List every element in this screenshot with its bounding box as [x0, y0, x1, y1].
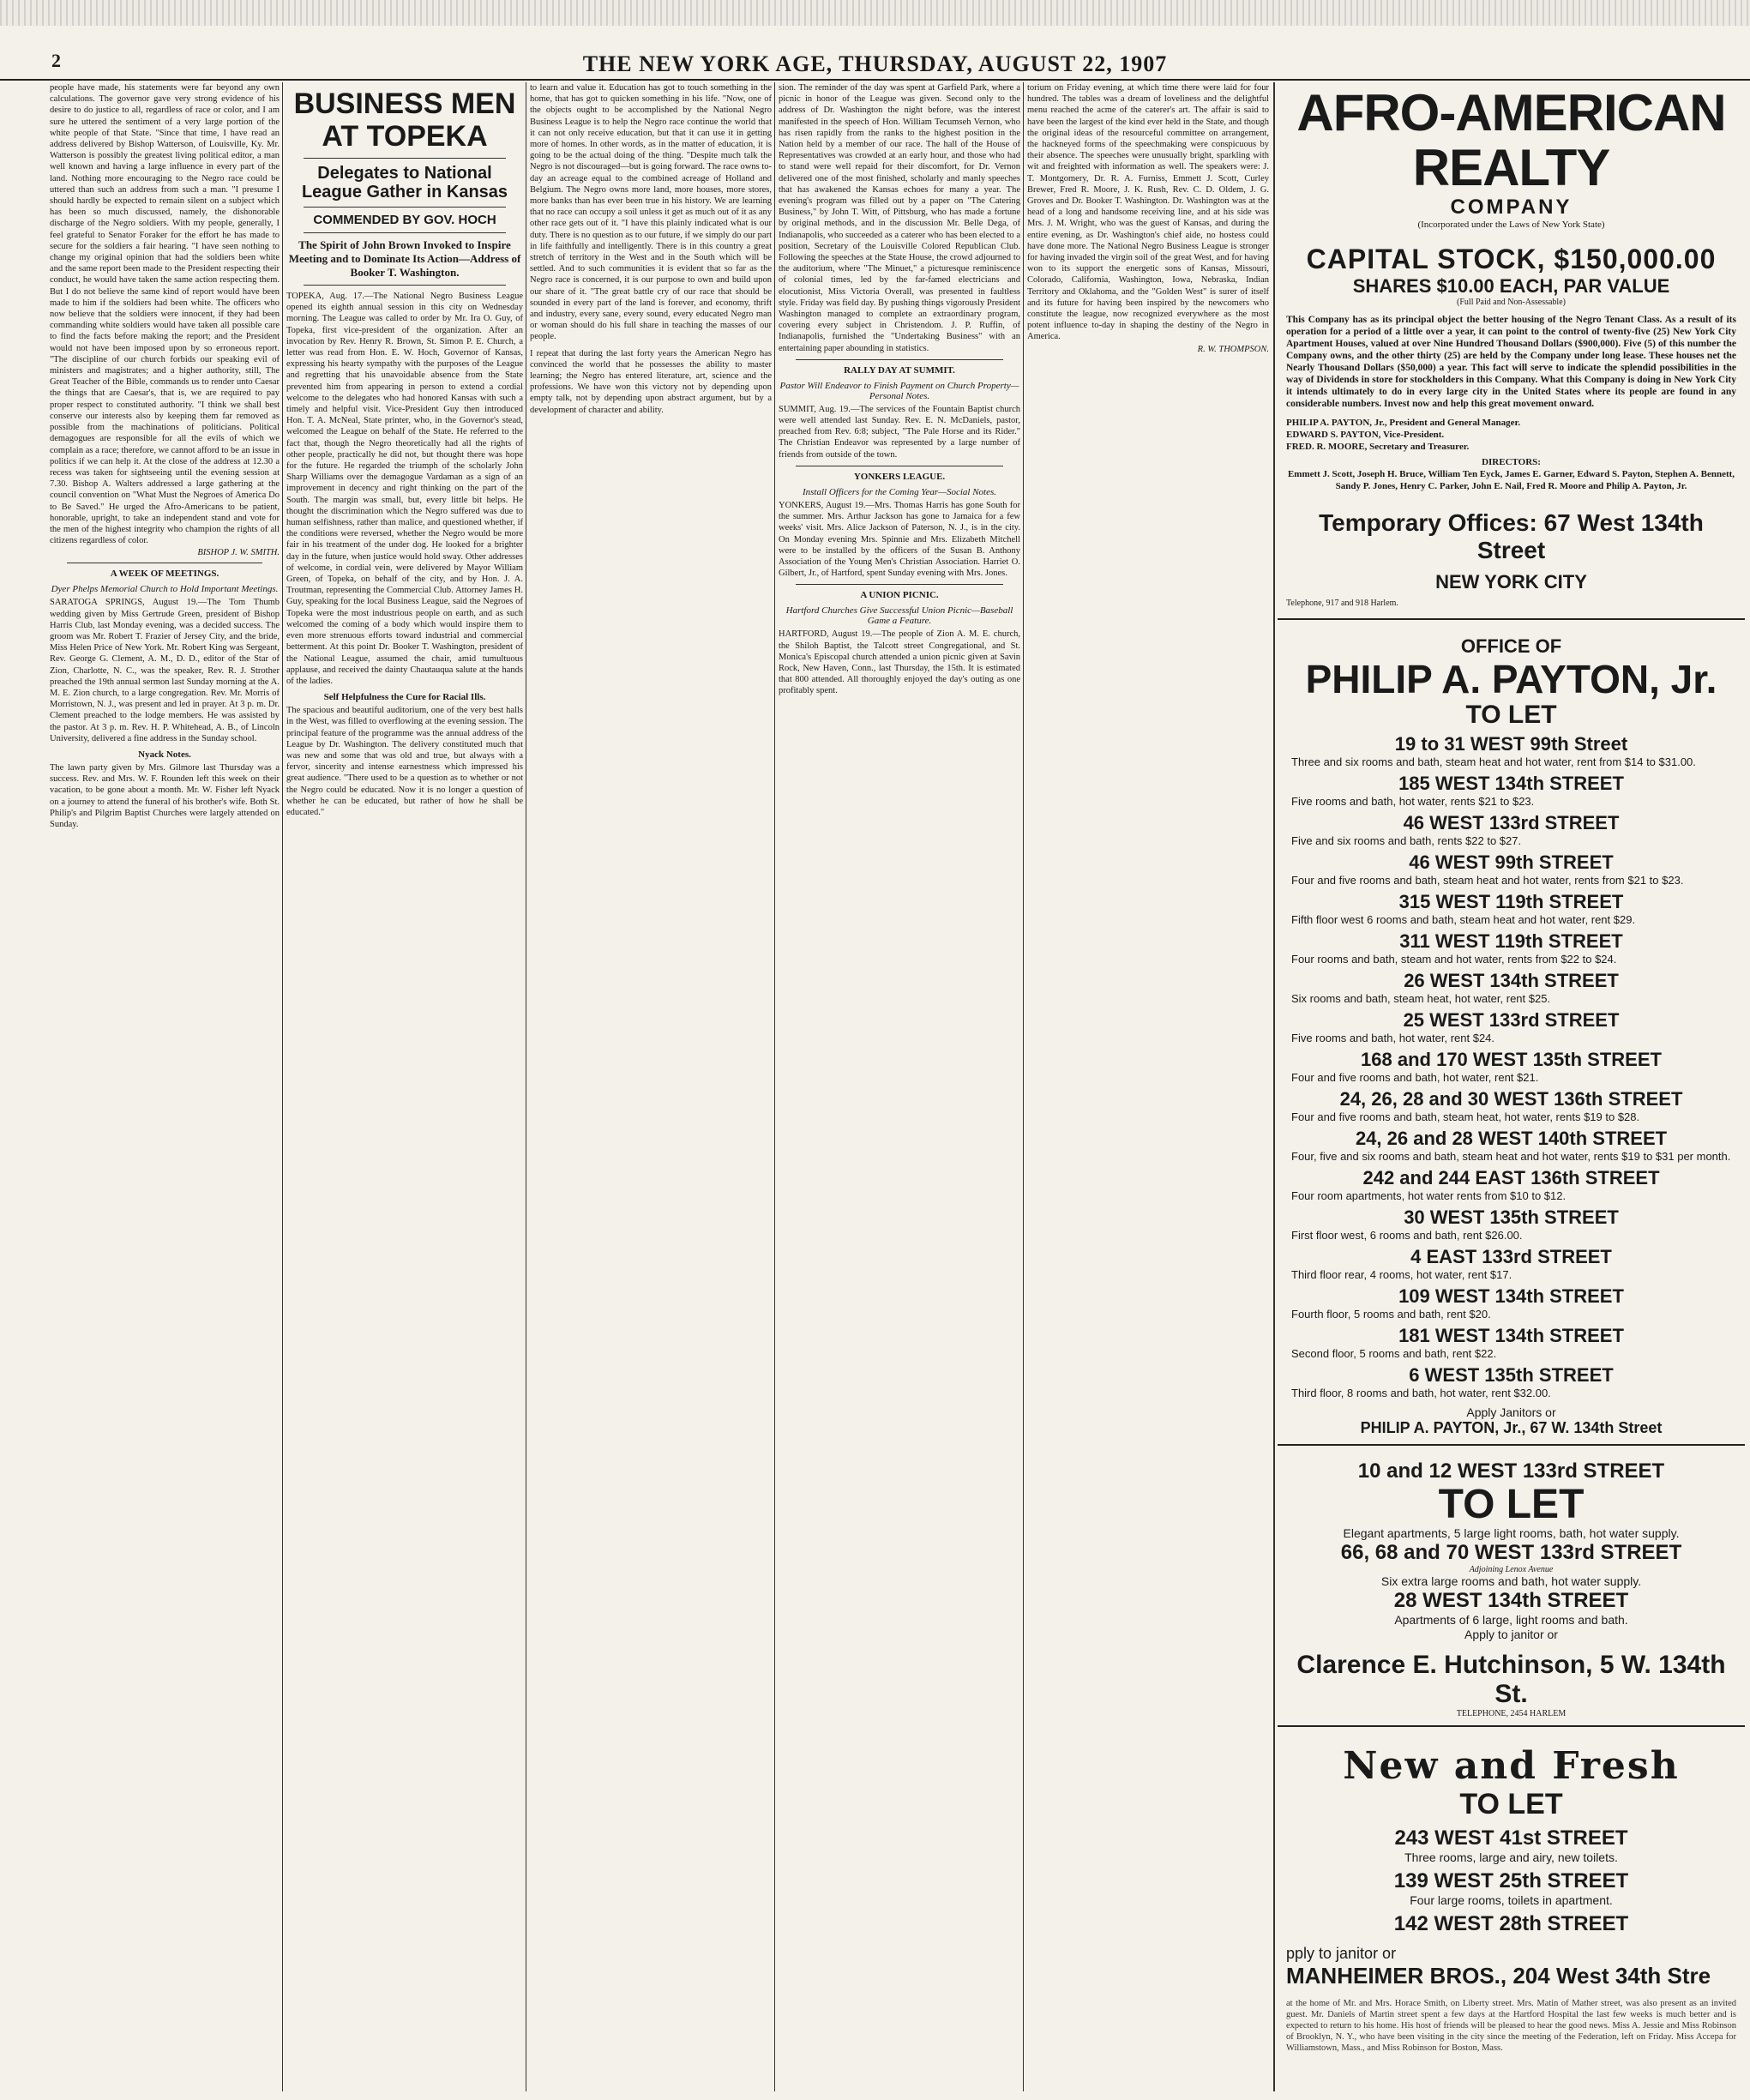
listing	[1286, 1167, 1736, 1203]
apply-text: Apply to janitor or	[1464, 1628, 1558, 1641]
apply-text: Apply Janitors or	[1466, 1405, 1556, 1419]
to-let: TO LET	[1465, 701, 1557, 729]
listing-desc: Three and six rooms and bath, steam heat and hot water, rent from $14 to $31.00.	[1291, 755, 1696, 768]
listing	[1286, 773, 1736, 809]
listing	[1286, 1325, 1736, 1361]
article-text: HARTFORD, August 19.—The people of Zion A. M. E. church, the Shiloh Baptist, the Talcott street Congregational, and St. Monica's Episcopal church attended a union picnic given at Savin Rock, New Haven, Conn., last Thursday, the 15th. It is estimated that 800 attended. All thoroughly enjoyed the day's outing as one profitably spent.	[779, 629, 1020, 696]
listing-desc: Four and five rooms and bath, steam heat, hot water, rents $19 to $28.	[1291, 1110, 1640, 1123]
address: 66, 68 and 70 WEST 133rd STREET	[1340, 1541, 1682, 1564]
listing	[1286, 1049, 1736, 1085]
listing	[1286, 930, 1736, 966]
divider	[796, 359, 1003, 360]
listing-address: 19 to 31 WEST 99th Street	[1394, 733, 1628, 755]
column-1	[50, 82, 280, 2091]
directors-label: DIRECTORS:	[1482, 457, 1541, 467]
ad-title: New and Fresh	[1343, 1744, 1680, 1788]
divider	[304, 207, 506, 208]
listing-desc: Four, five and six rooms and bath, steam heat and hot water, rents $19 to $31 per month.	[1291, 1150, 1731, 1163]
article-text: sion. The reminder of the day was spent at Garfield Park, where a picnic in honor of the League was given. Second only to the address of Dr. Washington the night before, was the interest manifested in the speech of Hon. William Tecumseh Vernon, who has risen rapidly from the ranks to the highest position in the Nation held by a member of our race. The hall of the House of Representatives was crowded at an early hour, and those who had to stand were well repaid for their discomfort, for Dr. Vernon delivered one of the most finished, scholarly and manly speeches that has awakened the Kansas echoes for many a year. The evening's program was filled out by a paper on "The Catering Business," by John T. Witt, of Pittsburg, who has made a fortune by original methods, and in the discussion Mr. Belle Dega, of Indianapolis, who succeeded as a caterer who has been elected to a position, Secretary of the Louisville Colored Republican Club. Following the speeches at the State House, the crowd adjourned to the auditorium, where "The Minuet," a picturesque reminiscence of colonial times, led by the far-famed electricians and elocutionist, Miss Victoria Overall, was presented in faultless style. Friday was field day. By pushing things vigorously President Washington managed to complete an extraordinary program, covering every subject in Christendom. J. P. Ruffin, of Indianapolis, furnished the "Undertaking Business" with an entertaining paper abounding in statistics.	[779, 83, 1020, 353]
listing-desc: Fourth floor, 5 rooms and bath, rent $20.	[1291, 1308, 1491, 1321]
apply-text: pply to janitor or	[1286, 1945, 1397, 1962]
listing-desc: First floor west, 6 rooms and bath, rent $26.00.	[1291, 1229, 1523, 1242]
section-title: A WEEK OF MEETINGS.	[110, 569, 220, 580]
listing-address: 311 WEST 119th STREET	[1399, 930, 1623, 952]
listing-address: 24, 26, 28 and 30 WEST 136th STREET	[1339, 1088, 1683, 1110]
section-subtitle: Install Officers for the Coming Year—Social Notes.	[802, 486, 996, 497]
manheimer-ad	[1278, 1727, 1745, 2061]
listing	[1286, 733, 1736, 769]
divider	[796, 584, 1003, 585]
listing-desc: Six extra large rooms and bath, hot water supply.	[1380, 1574, 1642, 1588]
listing-desc: Second floor, 5 rooms and bath, rent $22.	[1291, 1347, 1497, 1360]
listings	[1286, 733, 1736, 1400]
article-text: The spacious and beautiful auditorium, one of the very best halls in the West, was filled to overflowing at the evening session. The principal feature of the programme was the annual address of the League by Dr. Washington. The delivery constituted much that was new and some that was old and true, but always with a fervor, sincerity and intense earnestness which impressed his great audience. "There used to be a question as to whether or not the Negro could be educated. Now it is no longer a question of whether he can be educated, but rather of how he shall be educated."	[286, 706, 523, 817]
column-rule	[282, 82, 283, 2091]
payton-to-let-ad	[1278, 620, 1745, 1446]
listing-address: 243 WEST 41st STREET	[1394, 1826, 1628, 1850]
listing-desc: Four and five rooms and bath, hot water, rent $21.	[1291, 1071, 1539, 1084]
telephone: TELEPHONE, 2454 HARLEM	[1456, 1709, 1567, 1718]
officer: PHILIP A. PAYTON, Jr., President and General Manager.	[1286, 418, 1521, 428]
listing	[1286, 1206, 1736, 1243]
article-text: SUMMIT, Aug. 19.—The services of the Fountain Baptist church were well attended last Sunday. Rev. E. N. McDaniels, pastor, preached from Rev. 6:8; subject, "The Pale Horse and its Rider." The Christian Endeavor was represented by a large number of friends from outside of the town.	[779, 404, 1020, 460]
directors-list: Emmett J. Scott, Joseph H. Bruce, William Ten Eyck, James E. Garner, Edward S. Payton, Stephen A. Bennett, Sandy P. Jones, Henry C. Parker, John E. Nail, Fred R. Moore and Philip A. Payton, Jr.	[1287, 469, 1735, 491]
divider	[304, 158, 506, 159]
afro-american-realty-ad	[1278, 82, 1745, 620]
article-text: at the home of Mr. and Mrs. Horace Smith, on Liberty street. Mrs. Matin of Mather street, was also present as an invited guest. Mr. Daniels of Martin street spent a few days at the Hartford Hospital the last few weeks is much better and is expected to return to his home. His host of friends will be pleased to hear the good news. Miss A. Jessie and Miss Robinson of Brooklyn, N. Y., who have been visiting in the city since the meeting of the Federation, left on Friday. Miss Accepa for Williamstown, Mass., and Miss Robinson for Boston, Mass.	[1286, 1999, 1736, 2053]
divider	[304, 285, 506, 286]
listing	[1286, 1088, 1736, 1124]
listing	[1286, 851, 1736, 888]
article-text: SARATOGA SPRINGS, August 19.—The Tom Thumb wedding given by Miss Gertrude Green, president of Bishop Harris Club, last Monday evening, was a decided success. The groom was Mr. Robert T. Frazier of Jersey City, and the bride, Miss Helen Price of New York. Mr. Robert King was Sergeant, Rev. George G. Clement, A. M., D. D., editor of the Star of Zion, Charlotte, N. C., was the speaker, Rev. R. J. Strother preached the 19th annual sermon last Sunday morning at the A. M. E. Zion church, to a large congregation. Rev. Mr. Morris of Morristown, N. J., was present and led in prayer. At 3 p. m. Dr. Clement preached to the lodge members. He was assisted by the pastor. At 3 p. m. Rev. H. P. Whitehead, A. B., of Lincoln University, delivered a fine address in the Sunday school.	[50, 598, 280, 743]
listing-desc: Third floor, 8 rooms and bath, hot water, rent $32.00.	[1291, 1387, 1551, 1399]
masthead	[0, 0, 1750, 81]
listing-desc: Six rooms and bath, steam heat, hot water, rent $25.	[1291, 992, 1551, 1005]
listing	[1286, 1246, 1736, 1282]
article-text: TOPEKA, Aug. 17.—The National Negro Business League opened its eighth annual session in this city on Wednesday morning. The League was called to order by Mr. Ira O. Guy, of Topeka, first vice-president of the organization. After an invocation by Rev. Henry R. Brown, St. Simon P. E. Church, a letter was read from Hon. E. W. Hoch, Governor of Kansas, expressing his hearty sympathy with the purposes of the League and regretting that his unavoidable absence from the State prevented him from appearing in person to extend a cordial welcome to the delegates who had honored Kansas with such a timely and helpful visit. Vice-President Guy then introduced Hon. T. A. McNeal, State printer, who, in the Governor's stead, welcomed the League on behalf of the State. He referred to the fact that, though the Negro theoretically had all the rights of other people, practically he did not, but thought there was hope for the future. He regarded the triumph of the scholarly John Sharp Williams over the demagogue Vardaman as a sign of an improvement in decency and right thinking on the part of the South. The margin was small, but, every little bit helps. He thought the discrimination which the Negro suffered was due to human selfishness, rather than malice, and questioned whether, if the conditions were reversed, whether the Negro would be more fair in his treatment of the under dog. He looked for a brighter day in the future, when justice would hold sway. Other addresses of welcome, in cordial vein, were delivered by Mayor William Green, of Topeka, on behalf of the city, and by Hon. J. A. Troutman, representing the Commercial Club. Attorney James H. Guy, speaking for the local Business League, said the Negroes of Topeka were the most industrious people on earth, and as such welcomed the coming of a body which would inspire them to even more strenuous efforts toward industrial and commercial betterment. At this point Dr. Booker T. Washington, president of the National League, assumed the chair, amid tumultuous applause, and received the dainty Chautauqua salute at the hands of the ladies.	[286, 292, 523, 686]
page-number: 2	[51, 50, 61, 71]
hutchinson-ad	[1278, 1446, 1745, 1727]
column-5	[1027, 82, 1269, 2091]
listing	[1286, 1364, 1736, 1400]
subheading: Self Helpfulness the Cure for Racial Ills.	[323, 692, 486, 703]
column-rule	[1273, 82, 1275, 2091]
listing-desc: Fifth floor west 6 rooms and bath, steam heat and hot water, rent $29.	[1291, 913, 1636, 926]
listing-address: 242 and 244 EAST 136th STREET	[1362, 1167, 1660, 1188]
deck: COMMENDED BY GOV. HOCH	[313, 213, 496, 227]
listing	[1286, 891, 1736, 927]
section-subtitle: Pastor Will Endeavor to Finish Payment on Church Property—Personal Notes.	[779, 380, 1019, 401]
article-signature: R. W. THOMPSON.	[1197, 344, 1269, 354]
listing-address: 142 WEST 28th STREET	[1393, 1912, 1629, 1935]
listing-desc: Four rooms and bath, steam and hot water, rents from $22 to $24.	[1291, 953, 1617, 966]
hutchinson-name: Clarence E. Hutchinson, 5 W. 134th St.	[1296, 1651, 1726, 1708]
article-text: YONKERS, August 19.—Mrs. Thomas Harris has gone South for the summer. Mrs. Arthur Jackson has gone to Jamaica for a few weeks' visit. Mrs. Alice Jackson of Paterson, N. J., is in the city. On Monday evening Mrs. Spinnie and Mrs. Elizabeth Mitchell were to be installed by the officers of the Susan B. Anthony Association of the Young Men's Christian Association. Harriet O. Gilbert, Jr., of Hartford, spent Sunday evening with Mrs. Jones.	[779, 500, 1020, 579]
deck: Delegates to National League Gather in Kansas	[301, 164, 508, 202]
listing-address: 46 WEST 99th STREET	[1409, 851, 1614, 873]
article-text: I repeat that during the last forty years the American Negro has convinced the world that he possesses the ability to master learning; the Negro has entered literature, art, science and the professions. We have won this victory not by depending upon empty talk, not by depending upon abstract argument, but by a development of character and ability.	[530, 348, 772, 415]
listing	[1286, 970, 1736, 1006]
headline: BUSINESS MEN AT TOPEKA	[293, 87, 516, 153]
to-let: TO LET	[1438, 1482, 1585, 1527]
article-text: torium on Friday evening, at which time there were laid for four hundred. The tables was a dream of loveliness and the delightful menu reached the acme of the caterer's art. The affair is said to have been the largest of the kind ever held in the State, and though the original ideas of the resourceful committee on arrangement, the hackneyed forms of the speechmaking were conspicuous by their absence. The speeches were unusually bright, sparkling with wit and freighted with information as well. The speakers were: J. T. Montgomery, Dr. R. A. Furniss, Emmett J. Scott, Curley Brewer, Fred R. Moore, J. K. Rush, Rev. C. D. Oldem, J. G. Groves and Dr. Booker T. Washington. Dr. Washington was at the head of a long and handsome receiving line, and at his side was Mrs. J. M. Wright, who was the guest of Kansas, and during the entire evening, as Dr. Washington's chief aide, no hostess could have done more. The National Negro Business League is stronger for having invaded the virgin soil of the great West, and for having won to its support the energetic sons of Kansas, Missouri, Colorado, California, Washington, Iowa, Nebraska, Indian Territory and Oklahoma, and the "Golden West" is surer of itself and its future for having been inspired by the newcomers who constitute the league, now recognized everywhere as the most potent influence to-day in shaping the destiny of the Negro in America.	[1027, 83, 1269, 342]
section-title: YONKERS LEAGUE.	[853, 471, 946, 482]
ad-capital: CAPITAL STOCK, $150,000.00	[1306, 244, 1717, 274]
listing-desc: Apartments of 6 large, light rooms and bath.	[1394, 1613, 1628, 1627]
office-of: OFFICE OF	[1460, 635, 1562, 657]
telephone: Telephone, 917 and 918 Harlem.	[1286, 599, 1398, 608]
column-rule	[774, 82, 775, 2091]
column-2	[286, 82, 523, 2091]
ad-title: AFRO-AMERICAN REALTY	[1296, 84, 1726, 196]
listing-address: 315 WEST 119th STREET	[1398, 891, 1624, 912]
address: 10 and 12 WEST 133rd STREET	[1357, 1459, 1665, 1483]
listing-address: 26 WEST 134th STREET	[1404, 970, 1619, 991]
listing-address: 25 WEST 133rd STREET	[1403, 1009, 1620, 1031]
listing-address: 139 WEST 25th STREET	[1393, 1869, 1629, 1892]
ad-shares: SHARES $10.00 EACH, PAR VALUE	[1352, 275, 1670, 297]
advertisements	[1278, 82, 1745, 2091]
article-signature: BISHOP J. W. SMITH.	[197, 548, 280, 558]
listing	[1286, 1826, 1736, 1864]
listing	[1286, 1869, 1736, 1907]
listing-desc: Five rooms and bath, hot water, rent $24.	[1291, 1032, 1495, 1044]
manheimer-name: MANHEIMER BROS., 204 West 34th Stre	[1286, 1963, 1711, 1989]
listing-desc: Five rooms and bath, hot water, rents $21 to $23.	[1291, 795, 1535, 808]
listing-desc: Third floor rear, 4 rooms, hot water, rent $17.	[1291, 1268, 1512, 1281]
listing-desc: Elegant apartments, 5 large light rooms, bath, hot water supply.	[1343, 1526, 1680, 1540]
ad-description: This Company has as its principal object the better housing of the Negro Tenant Class. As a result of its operation for a period of a little over a year, it can point to the control of twenty-five (25) New York City Apartment Houses, valued at over Nine Hundred Thousand Dollars ($900,000). Five (5) of this number the Company owns, and the other thirty (25) are held by the Company under long lease. These houses net the Nearly Thousand Dollars ($50,000) a year. This fact will serve to indicate the splendid possibilities in the way of Dividends in store for stockholders in this Company. What this Company is doing in New York City it intends ultimately to do in every large city in the United States where its people are found in any considerable numbers. Invest now and help this great movement onward.	[1286, 315, 1736, 409]
listing	[1286, 1285, 1736, 1321]
deck: The Spirit of John Brown Invoked to Inspire Meeting and to Dominate Its Action—Address of Booker T. Washington.	[288, 238, 521, 279]
ad-incorporated: (Incorporated under the Laws of New York State)	[1417, 220, 1605, 230]
column-4	[779, 82, 1020, 2091]
ad-company: COMPANY	[1450, 196, 1573, 219]
column-3	[530, 82, 772, 2091]
article-text: The lawn party given by Mrs. Gilmore last Thursday was a success. Rev. and Mrs. W. F. Rounden left this week on their vacation, to be gone about a month. Mr. W. Fisher left Nyack on a journey to attend the funeral of his brother's wife. Both St. Philip's and Pilgrim Baptist Churches were largely attended on Sunday.	[50, 762, 280, 829]
listing-desc: Four large rooms, toilets in apartment.	[1410, 1893, 1613, 1907]
payton-name: PHILIP A. PAYTON, Jr.	[1305, 657, 1717, 701]
listing-address: 168 and 170 WEST 135th STREET	[1361, 1049, 1662, 1070]
article-text: people have made, his statements were far beyond any own calculations. The governor gave very strong evidence of his desire to do justice to all, regardless of race or color, and I am sure he uttered the sentiment of a very large portion of the white people of that State. "Since that time, I have read an address delivered by Bishop Watterson, of Louisville, Ky. Mr. Watterson is possibly the greatest living political editor, a man well known and having a large influence in every part of the land. Nothing more encouraging to the Negro race could be uttered than such an address from such a man. "I presume I should hardly be expected to remain silent on a subject which has been so much discussed, namely, the dishonorable discharge of the Negro soldiers. With my people, generally, I feel grateful to Senator Foraker for the effort he has made to secure for the soldiers a fair hearing. "I have seen nothing to change my original opinion that had the soldiers been white and the same report been made to the President respecting their conduct, he would have taken the same action respecting them. But I do not believe the same kind of report would have been made to him if the soldiers had been white. The officers who now believe that the soldiers were innocent, if they had been commanding white soldiers would have taken all possible care to find the facts before making the report; and the President would not have been imposed upon by so erroneous report. "The discipline of our church forbids our speaking evil of ministers and magistrates; and a higher authority, still, The Great Teacher of the Bible, commands us to render unto Caesar the things that are Caesar's, that is, we are required to pay proper respect to constituted authority. "I think we shall best conserve our interests also by keeping them far removed as possible from the machinations of politicians. Political demagogues are responsible for all the evils of which we complain as a race; therefore, we cannot afford to be an issue in politics if we can help it. At the close of the address at 12.30 a recess was taken for sightseeing until the evening session at 7.30. Bishop A. Walters addressed a large gathering at the council convention on "What Must the Negroes of America Do to Be Saved." He urged the Afro-Americans to be patient, honorable, upright, to take an independent stand and vote for the men of the highest integrity who champion the rights of all citizens regardless of color.	[50, 83, 280, 546]
listing-address: 24, 26 and 28 WEST 140th STREET	[1355, 1128, 1668, 1149]
listing	[1286, 1009, 1736, 1045]
listing-desc: Four room apartments, hot water rents from $10 to $12.	[1291, 1189, 1567, 1202]
listing	[1286, 1128, 1736, 1164]
officer: EDWARD S. PAYTON, Vice-President.	[1286, 430, 1445, 440]
city: NEW YORK CITY	[1435, 571, 1587, 593]
listing-address: 30 WEST 135th STREET	[1404, 1206, 1619, 1228]
address: 28 WEST 134th STREET	[1393, 1589, 1629, 1612]
masthead-title: THE NEW YORK AGE, THURSDAY, AUGUST 22, 1907	[582, 51, 1168, 76]
officer: FRED. R. MOORE, Secretary and Treasurer.	[1286, 442, 1470, 452]
listing-desc: Three rooms, large and airy, new toilets.	[1404, 1850, 1618, 1864]
ad-paid-note: (Full Paid and Non-Assessable)	[1457, 298, 1566, 307]
section-subtitle: Hartford Churches Give Successful Union Picnic—Baseball Game a Feature.	[785, 605, 1013, 627]
temporary-offices: Temporary Offices: 67 West 134th Street	[1319, 509, 1704, 563]
divider	[304, 232, 506, 233]
column-rule	[1023, 82, 1024, 2091]
to-let: TO LET	[1459, 1788, 1563, 1820]
listing-address: 46 WEST 133rd STREET	[1403, 812, 1620, 833]
section-subtitle: Dyer Phelps Memorial Church to Hold Important Meetings.	[51, 584, 279, 595]
listing-address: 4 EAST 133rd STREET	[1410, 1246, 1612, 1267]
listings	[1286, 1826, 1736, 1936]
section-title: Nyack Notes.	[138, 749, 191, 760]
listing	[1286, 1912, 1736, 1936]
listing-address: 6 WEST 135th STREET	[1409, 1364, 1614, 1386]
listing-address: 181 WEST 134th STREET	[1398, 1325, 1624, 1346]
section-title: RALLY DAY AT SUMMIT.	[844, 364, 955, 376]
adjoining: Adjoining Lenox Avenue	[1469, 1565, 1554, 1574]
apply-name: PHILIP A. PAYTON, Jr., 67 W. 134th Street	[1360, 1419, 1663, 1436]
listing-address: 109 WEST 134th STREET	[1398, 1285, 1624, 1307]
listing-desc: Four and five rooms and bath, steam heat and hot water, rents from $21 to $23.	[1291, 874, 1684, 887]
section-title: A UNION PICNIC.	[860, 590, 939, 601]
article-text: to learn and value it. Education has got to touch something in the home, that has got to quicken something in his life. "Now, one of the objects ought to be accomplished by the National Negro Business League is to help the Negro race continue the world that it can not only receive education, but that it can use it in getting more of homes. In other words, as in the matter of education, it is going to be the actual doing of the thing. "Despite much talk the Negro is not discouraged—but is going forward. The race owns to-day an acreage equal to the combined acreage of Holland and Belgium. The Negro owns more land, more houses, more stores, more banks than has ever been true in his history. We are learning that no race can occupy a soil unless it get as much out of it as any other race gets out of it. "I have this plainly indicated what is our duty. There is no question as to our future, if we simply do our part in life faithfully and intelligently. There is in this country a great stretch of territory in the West and in the South which will be settled. And to such communities it is evident that so far as the Negro race is concerned, it is our purpose to own and build upon our share of it. "The great battle cry of our race that should be sounded in every part of the land is forever, and economy, thrift and industry, every sane, every sound, every educated Negro man or woman should do his full share in teaching the masses of our people.	[530, 83, 772, 342]
listing-desc: Five and six rooms and bath, rents $22 to $27.	[1291, 834, 1522, 847]
listing	[1286, 812, 1736, 848]
listing-address: 185 WEST 134th STREET	[1398, 773, 1624, 794]
